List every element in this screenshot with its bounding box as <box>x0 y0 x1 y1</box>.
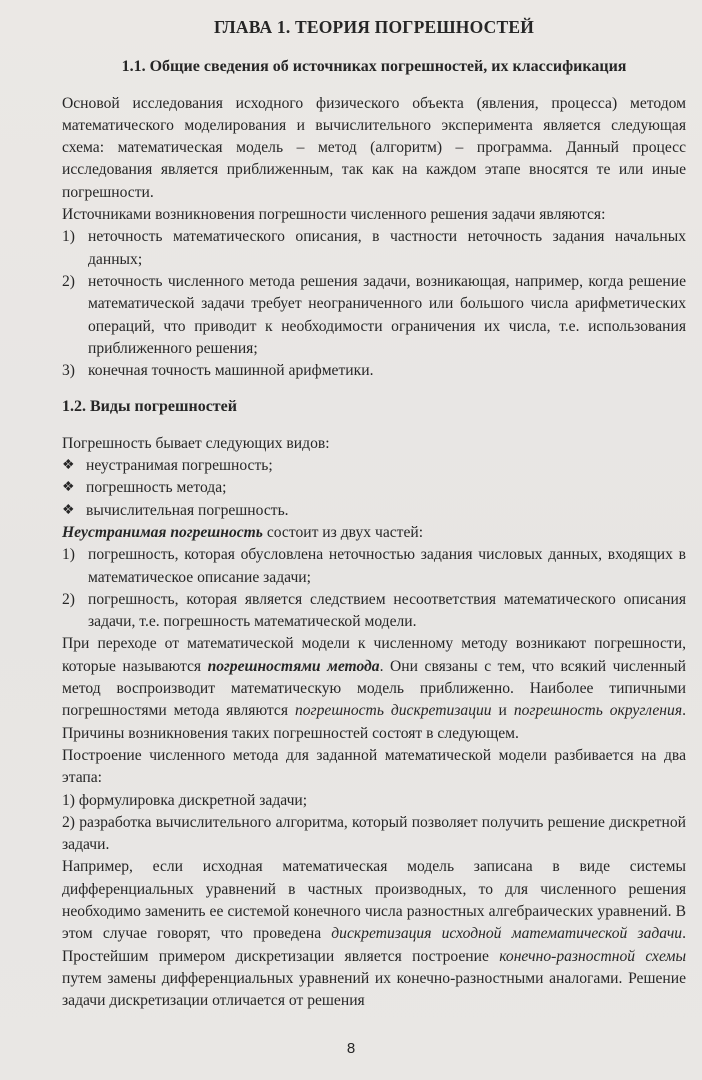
paragraph-text: . Простейшим примером дискретизации является построение <box>62 925 687 965</box>
list-item <box>62 500 686 522</box>
paragraph <box>62 745 686 790</box>
paragraph <box>62 812 686 857</box>
chapter-title: ГЛАВА 1. ТЕОРИЯ ПОГРЕШНОСТЕЙ <box>213 17 535 37</box>
diamond-bullet-icon: ❖ <box>62 480 75 496</box>
paragraph-text: При переходе от математической модели к численному методу возникают погрешности, которые называются <box>62 635 686 675</box>
term-italic: конечно-разностной схемы <box>499 947 687 965</box>
paragraph-text: 2) разработка вычислительного алгоритма, который позволяет получить решение дискретной задачи. <box>62 813 686 854</box>
paragraph-text: Источниками возникновения погрешности численного решения задачи являются: <box>62 206 606 224</box>
section-1-title: 1.1. Общие сведения об источниках погрешностей, их классификация <box>121 58 627 76</box>
list-item <box>62 271 686 360</box>
list-item-text: неустранимая погрешность; <box>86 457 273 475</box>
paragraph <box>62 522 686 544</box>
list-item-text: конечная точность машинной арифметики. <box>88 362 374 380</box>
page-content <box>62 16 686 1012</box>
term-bold-italic: погрешностями метода <box>207 657 380 675</box>
term-bold-italic: Неустранимая погрешность <box>62 523 263 541</box>
list-item-text: вычислительная погрешность. <box>86 501 289 519</box>
diamond-bullet-icon: ❖ <box>62 458 75 474</box>
diamond-bullet-icon: ❖ <box>62 502 75 518</box>
paragraph-text: . Они связаны с тем, что всякий численный метод воспроизводит математическую модель приближенно. Наиболее типичными погрешностями метода являются <box>62 657 686 720</box>
list-item-text: неточность численного метода решения задачи, возникающая, например, когда решение математической задачи требует неограниченного или большого числа арифметических операций, что приводит к необходимости ограничения их числа, т.е. использования приближенного решения; <box>88 272 686 357</box>
term-italic: погрешность округления <box>513 702 683 720</box>
paragraph-text: Например, если исходная математическая модель записана в виде системы дифференциальных уравнений в частных производных, то для численного решения необходимо заменить ее системой конечного числа разностных алгебраических уравнений. В этом случае говорят, что проведена <box>62 858 686 943</box>
paragraph <box>62 790 686 812</box>
list-number: 2) <box>62 272 75 290</box>
list-item <box>62 455 686 477</box>
paragraph-text: . Причины возникновения таких погрешностей состоят в следующем. <box>62 702 686 742</box>
list-item-text: погрешность метода; <box>86 479 227 497</box>
paragraph <box>62 433 686 455</box>
list-number: 2) <box>62 590 75 608</box>
paragraph-text: Погрешность бывает следующих видов: <box>62 434 330 452</box>
section-2-title: 1.2. Виды погрешностей <box>62 398 237 416</box>
paragraph-text: и <box>491 702 514 720</box>
list-item <box>62 226 686 271</box>
paragraph <box>62 633 686 744</box>
paragraph-text: состоит из двух частей: <box>262 523 424 541</box>
paragraph-text: Основой исследования исходного физического объекта (явления, процесса) методом математического моделирования и вычислительного эксперимента является следующая схема: математическая модель – метод (алгоритм) – программа. Данный процесс исследования является приближенным, так как на каждом этапе вносятся те или иные погрешности. <box>62 94 686 201</box>
paragraph <box>62 204 686 226</box>
paragraph <box>62 93 686 204</box>
list-item-text: неточность математического описания, в частности неточность задания начальных данных; <box>88 228 686 268</box>
list-item <box>62 589 686 634</box>
numbered-list <box>62 226 686 382</box>
list-item-text: погрешность, которая является следствием несоответствия математического описания задачи, т.е. погрешность математической модели. <box>88 590 686 631</box>
list-number: 3) <box>62 362 75 380</box>
list-item <box>62 544 686 589</box>
list-item-text: погрешность, которая обусловлена неточностью задания числовых данных, входящих в математическое описание задачи; <box>88 546 686 586</box>
paragraph-text: 1) формулировка дискретной задачи; <box>62 791 308 809</box>
paragraph <box>62 856 686 1012</box>
paragraph-text: Построение численного метода для заданной математической модели разбивается на два этапа: <box>62 746 686 787</box>
term-italic: дискретизация исходной математической задачи <box>331 925 683 943</box>
paragraph-text: путем замены дифференциальных уравнений их конечно-разностными аналогами. Решение задачи дискретизации отличается от решения <box>62 969 686 1010</box>
bullet-list <box>62 455 686 522</box>
page-number: 8 <box>346 1040 356 1057</box>
numbered-list <box>62 544 686 633</box>
list-number: 1) <box>62 228 75 246</box>
list-item <box>62 360 686 382</box>
list-item <box>62 477 686 499</box>
list-number: 1) <box>62 546 75 564</box>
term-italic: погрешность дискретизации <box>294 702 492 720</box>
